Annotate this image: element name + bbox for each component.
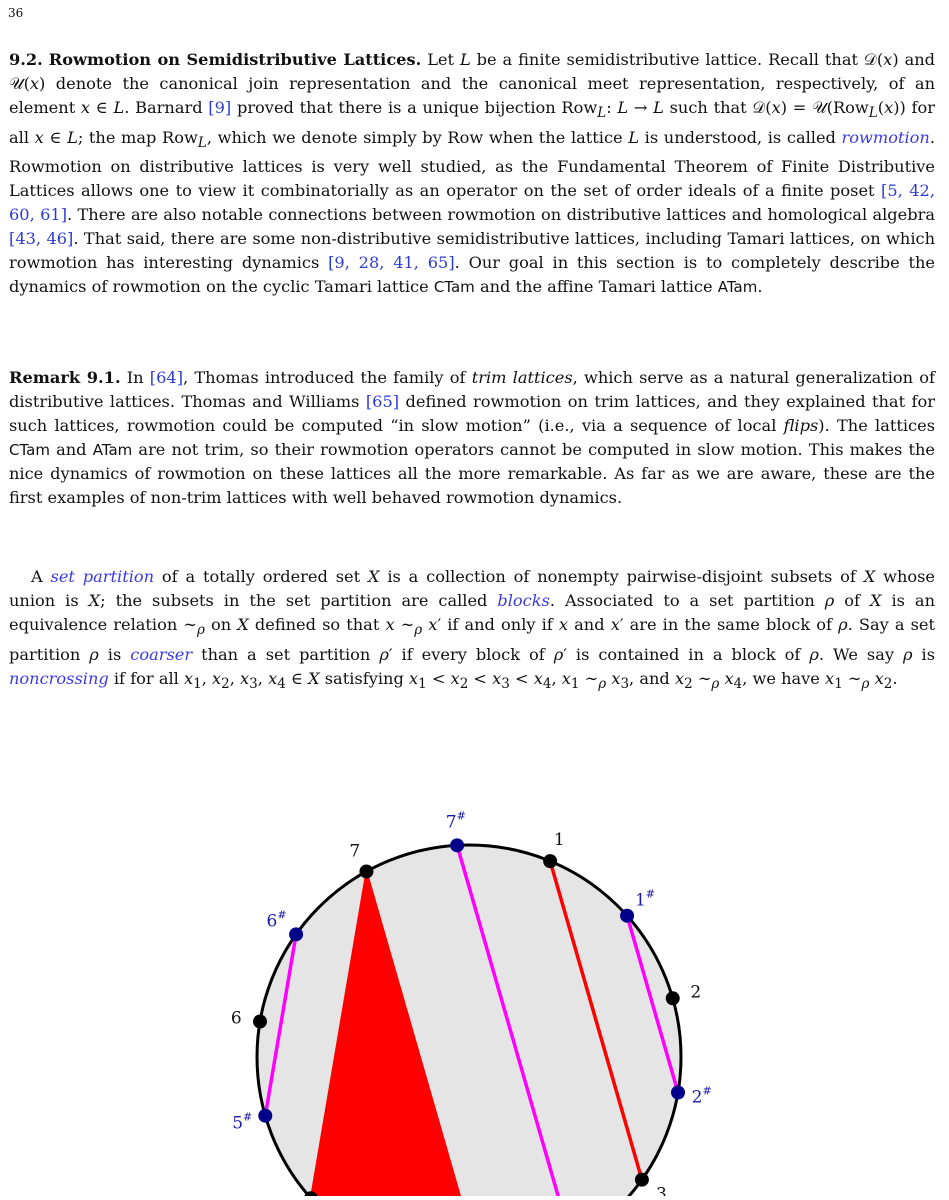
point-7-sharp-label: 7# (445, 809, 466, 833)
section-title: Rowmotion on Semidistributive Lattices. (48, 50, 422, 69)
point-2-dot (666, 991, 680, 1005)
point-6-label: 6 (230, 1008, 242, 1029)
remark-paragraph (9, 366, 935, 511)
point-2-sharp-dot (671, 1086, 685, 1100)
partition-diagram (0, 760, 949, 1196)
section-paragraph (9, 48, 935, 299)
point-7-label: 7 (349, 841, 361, 862)
point-6-sharp-label: 6# (266, 908, 287, 932)
point-1-sharp-label: 1# (634, 887, 655, 911)
point-5-sharp-dot (258, 1109, 272, 1123)
point-3-label: 3 (656, 1184, 667, 1196)
point-7-dot (359, 864, 373, 878)
point-7-sharp-dot (450, 838, 464, 852)
remark-body: In [64], Thomas introduced the family of trim lattices, which serve as a natural generalization of distributive lattices. Thomas and Williams [65] defined rowmotion on trim lattices, and they explained that for such lattices, rowmotion could be computed “in slow motion” (i.e., via a sequence of local flips). The lattices CTam and ATam are not trim, so their rowmotion operators cannot be computed in slow motion. This makes the nice dynamics of rowmotion on these lattices all the more remarkable. As far as we are aware, these are the first examples of non-trim lattices with well behaved rowmotion dynamics. (9, 368, 936, 508)
section-number: 9.2. (9, 50, 43, 69)
point-2-sharp-label: 2# (691, 1084, 712, 1108)
point-2-label: 2 (690, 982, 702, 1003)
point-6-sharp-dot (289, 927, 303, 941)
section-body: Let L be a finite semidistributive lattice. Recall that 𝒟(x) and 𝒰(x) denote the canonical join representation and the canonical meet representation, respectively, of an element x ∈ L. Barnard [9] proved that there is a unique bijection Row$_L$: L → L such that 𝒟(x) = 𝒰(Row$_L$(x)) for all x ∈ L; the map Row$_L$, which we denote simply by Row when the lattice L is understood, is called rowmotion. Rowmotion on distributive lattices is very well studied, as the Fundamental Theorem of Finite Distributive Lattices allows one to view it combinatorially as an operator on the set of order ideals of a finite poset [5, 42, 60, 61]. There are also notable connections between rowmotion on distributive lattices and homological algebra [43, 46]. That said, there are some non-distributive semidistributive lattices, including Tamari lattices, on which rowmotion has interesting dynamics [9, 28, 41, 65]. Our goal in this section is to completely describe the dynamics of rowmotion on the cyclic Tamari lattice CTam and the affine Tamari lattice ATam. (9, 50, 936, 297)
point-1-label: 1 (553, 829, 565, 850)
point-1-sharp-dot (620, 909, 634, 923)
page-number: 36 (8, 6, 24, 20)
noncrossing-partition-figure (0, 760, 949, 1196)
point-6-dot (253, 1014, 267, 1028)
remark-label: Remark 9.1. (9, 368, 121, 387)
definitions-paragraph: A set partition of a totally ordered set X is a collection of nonempty pairwise-disjoint subsets of X whose union is X; the subsets in the set partition are called blocks. Associated to a set partition ρ of X is an equivalence relation $\sim_\rho$ on X defined so that x $\sim_\rho$ x′ if and only if x and x′ are in the same block of ρ. Say a set partition ρ is coarser than a set partition ρ′ if every block of ρ′ is contained in a block of ρ. We say ρ is noncrossing if for all $x_1$, $x_2$, $x_3$, $x_4$ ∈ X satisfying $x_1 < x_2 < x_3 < x_4$, $x_1$ $\sim_\rho$ $x_3$, and $x_2$ $\sim_\rho$ $x_4$, we have $x_1$ $\sim_\rho$ $x_2$. (9, 567, 936, 692)
point-3-dot (635, 1173, 649, 1187)
point-5-sharp-label: 5# (232, 1110, 253, 1134)
point-1-dot (543, 854, 557, 868)
